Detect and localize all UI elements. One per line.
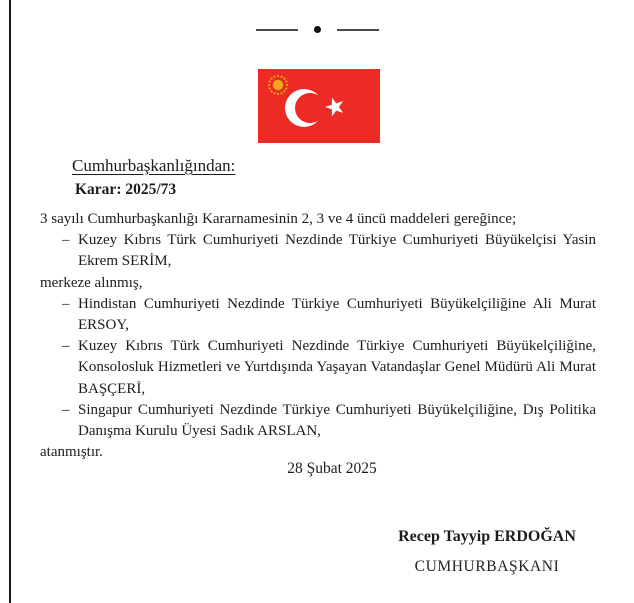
bullet-dash: – — [62, 295, 70, 312]
signature-block — [387, 528, 587, 576]
separator-dot — [314, 26, 321, 33]
interjection-line: merkeze alınmış, — [40, 274, 143, 291]
appointment-item — [40, 294, 596, 336]
left-page-edge-rule — [9, 0, 11, 603]
decree-body — [40, 209, 596, 463]
signatory-title: CUMHURBAŞKANI — [414, 558, 560, 575]
turkish-presidential-flag-icon — [258, 69, 380, 143]
appointment-item-text: Singapur Cumhuriyeti Nezdinde Türkiye Cumhuriyeti Büyükelçiliğine, Dış Politika Danışma Kurulu Üyesi Sadık ARSLAN, — [78, 401, 596, 440]
appointment-item-text: Hindistan Cumhuriyeti Nezdinde Türkiye Cumhuriyeti Büyükelçiliğine Ali Murat ERSOY, — [78, 295, 596, 334]
top-separator — [0, 26, 634, 33]
issuer-heading: Cumhurbaşkanlığından: — [72, 156, 236, 175]
bullet-dash: – — [62, 338, 70, 355]
decree-date: 28 Şubat 2025 — [287, 460, 377, 477]
appointment-item — [40, 336, 596, 400]
intro-line: 3 sayılı Cumhurbaşkanlığı Kararnamesinin 2, 3 ve 4 üncü maddeleri gereğince; — [40, 211, 517, 227]
appointment-item — [40, 400, 596, 442]
bullet-dash: – — [62, 232, 70, 249]
closing-line: atanmıştır. — [40, 444, 103, 461]
appointment-item-text: Kuzey Kıbrıs Türk Cumhuriyeti Nezdinde Türkiye Cumhuriyeti Büyükelçisi Yasin Ekrem SERİM, — [78, 232, 596, 270]
decision-number: Karar: 2025/73 — [75, 181, 177, 198]
separator-line-left — [256, 29, 298, 31]
signatory-name: Recep Tayyip ERDOĞAN — [398, 528, 576, 545]
bullet-dash: – — [62, 401, 70, 418]
appointment-item-text: Kuzey Kıbrıs Türk Cumhuriyeti Nezdinde Türkiye Cumhuriyeti Büyükelçiliğine, Konsolosluk Hizmetleri ve Yurtdışında Yaşayan Vatandaşlar Genel Müdürü Ali Murat BAŞÇERİ, — [78, 338, 596, 397]
appointment-item — [40, 230, 596, 272]
separator-line-right — [337, 29, 379, 31]
